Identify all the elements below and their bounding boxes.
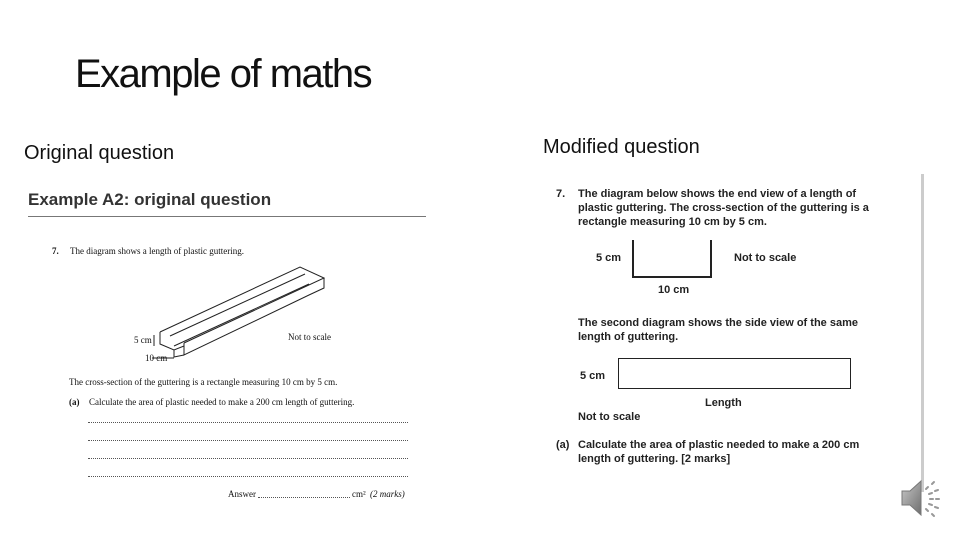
original-example-header: Example A2: original question [28,190,272,209]
end-view-5cm-label: 5 cm [596,252,622,264]
original-question-stem: The diagram shows a length of plastic guttering. [70,246,244,256]
side-view-not-to-scale: Not to scale [578,411,641,423]
original-10cm-label: 10 cm [145,353,168,363]
modified-line-1: The diagram below shows the end view of a length of [578,188,857,200]
modified-part-line-2: length of guttering. [2 marks] [578,453,731,465]
side-view-line-1: The second diagram shows the side view of the same [578,317,858,329]
modified-line-2: plastic guttering. The cross-section of the guttering is a [578,202,869,214]
answer-line-2 [88,440,408,441]
answer-line-1 [88,422,408,423]
modified-line-3: rectangle measuring 10 cm by 5 cm. [578,216,767,228]
answer-line-4 [88,476,408,477]
end-view-not-to-scale: Not to scale [734,252,797,264]
guttering-3d-diagram [130,262,330,362]
original-question-heading: Original question [24,142,175,164]
original-question-number: 7. [52,246,59,256]
end-view-10cm-label: 10 cm [658,284,690,296]
speaker-icon[interactable] [896,474,944,522]
original-marks: (2 marks) [370,489,405,499]
modified-question-heading: Modified question [543,136,700,158]
original-cross-section-text: The cross-section of the guttering is a rectangle measuring 10 cm by 5 cm. [69,377,338,387]
modified-part-line-1: Calculate the area of plastic needed to make a 200 cm [578,439,860,451]
original-answer-label: Answer [228,489,256,499]
slide-title: Example of maths [75,52,372,96]
answer-line-3 [88,458,408,459]
modified-part-label: (a) [556,439,570,451]
side-view-line-2: length of guttering. [578,331,679,343]
side-view-5cm-label: 5 cm [580,370,606,382]
image-edge-bar [921,174,924,492]
original-not-to-scale: Not to scale [288,332,331,342]
original-part-label: (a) [69,397,80,407]
side-view-rectangle [618,358,851,389]
modified-question-number: 7. [556,188,566,200]
side-view-length-label: Length [705,397,742,409]
original-header-rule [28,216,426,217]
original-answer-unit: cm² [352,489,366,499]
end-view-diagram [630,240,716,280]
original-part-text: Calculate the area of plastic needed to make a 200 cm length of guttering. [89,397,355,407]
answer-blank [258,497,350,498]
original-5cm-label: 5 cm [134,335,152,345]
